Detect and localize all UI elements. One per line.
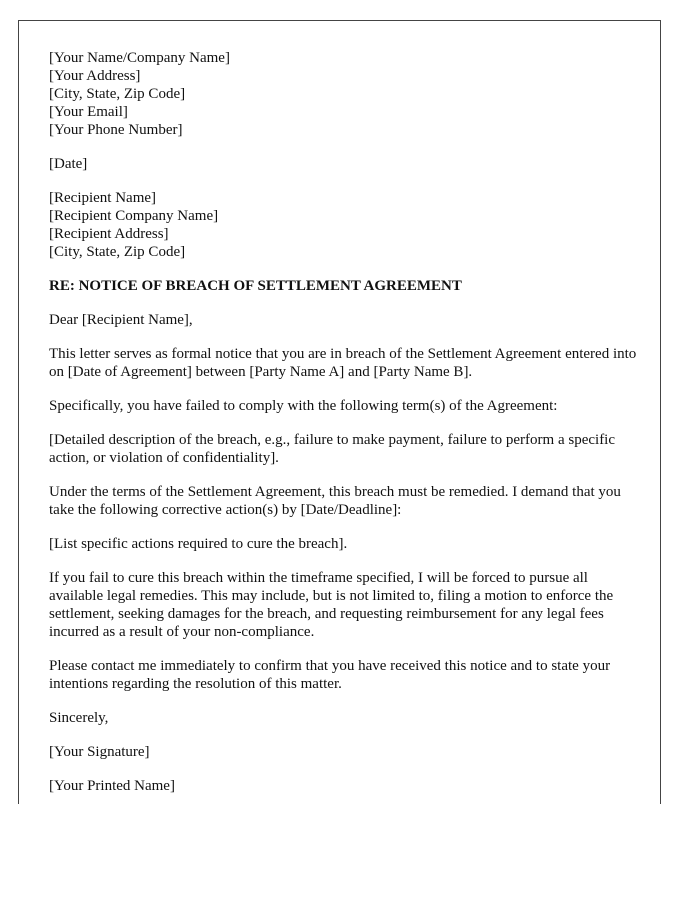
recipient-address: [Recipient Address]: [49, 226, 169, 242]
paragraph-remedies: If you fail to cure this breach within the timeframe specified, I will be forced to pursue all available legal remedies. This may include, but is not limited to, filing a motion to enforce the settlement, seeking damages for the breach, and requesting reimbursement for any legal fees incurred as a result of your non-compliance.: [49, 570, 614, 640]
sender-city-state-zip: [City, State, Zip Code]: [49, 86, 186, 102]
sender-email: [Your Email]: [49, 104, 128, 120]
salutation: Dear [Recipient Name],: [49, 312, 193, 328]
letter-page: [18, 20, 661, 804]
letter-body: [49, 49, 639, 795]
recipient-block: [49, 189, 639, 261]
printed-name: [Your Printed Name]: [49, 778, 175, 794]
closing: Sincerely,: [49, 710, 109, 726]
recipient-name: [Recipient Name]: [49, 190, 157, 206]
paragraph-breach-description: [Detailed description of the breach, e.g., failure to make payment, failure to perform a specific action, or violation of confidentiality].: [49, 432, 616, 466]
recipient-city-state-zip: [City, State, Zip Code]: [49, 244, 186, 260]
paragraph-actions: [List specific actions required to cure the breach].: [49, 536, 348, 552]
sender-block: [49, 49, 639, 139]
sender-address: [Your Address]: [49, 68, 141, 84]
letter-date: [Date]: [49, 156, 88, 172]
sender-name: [Your Name/Company Name]: [49, 50, 230, 66]
date-block: [49, 155, 639, 173]
sender-phone: [Your Phone Number]: [49, 122, 183, 138]
recipient-company: [Recipient Company Name]: [49, 208, 219, 224]
paragraph-failed-terms: Specifically, you have failed to comply with the following term(s) of the Agreement:: [49, 398, 558, 414]
subject-line: RE: NOTICE OF BREACH OF SETTLEMENT AGREEMENT: [49, 278, 462, 294]
paragraph-notice: This letter serves as formal notice that you are in breach of the Settlement Agreement entered into on [Date of Agreement] between [Party Name A] and [Party Name B].: [49, 346, 637, 380]
paragraph-demand: Under the terms of the Settlement Agreement, this breach must be remedied. I demand that you take the following corrective action(s) by [Date/Deadline]:: [49, 484, 621, 518]
paragraph-contact: Please contact me immediately to confirm that you have received this notice and to state your intentions regarding the resolution of this matter.: [49, 658, 611, 692]
signature: [Your Signature]: [49, 744, 150, 760]
